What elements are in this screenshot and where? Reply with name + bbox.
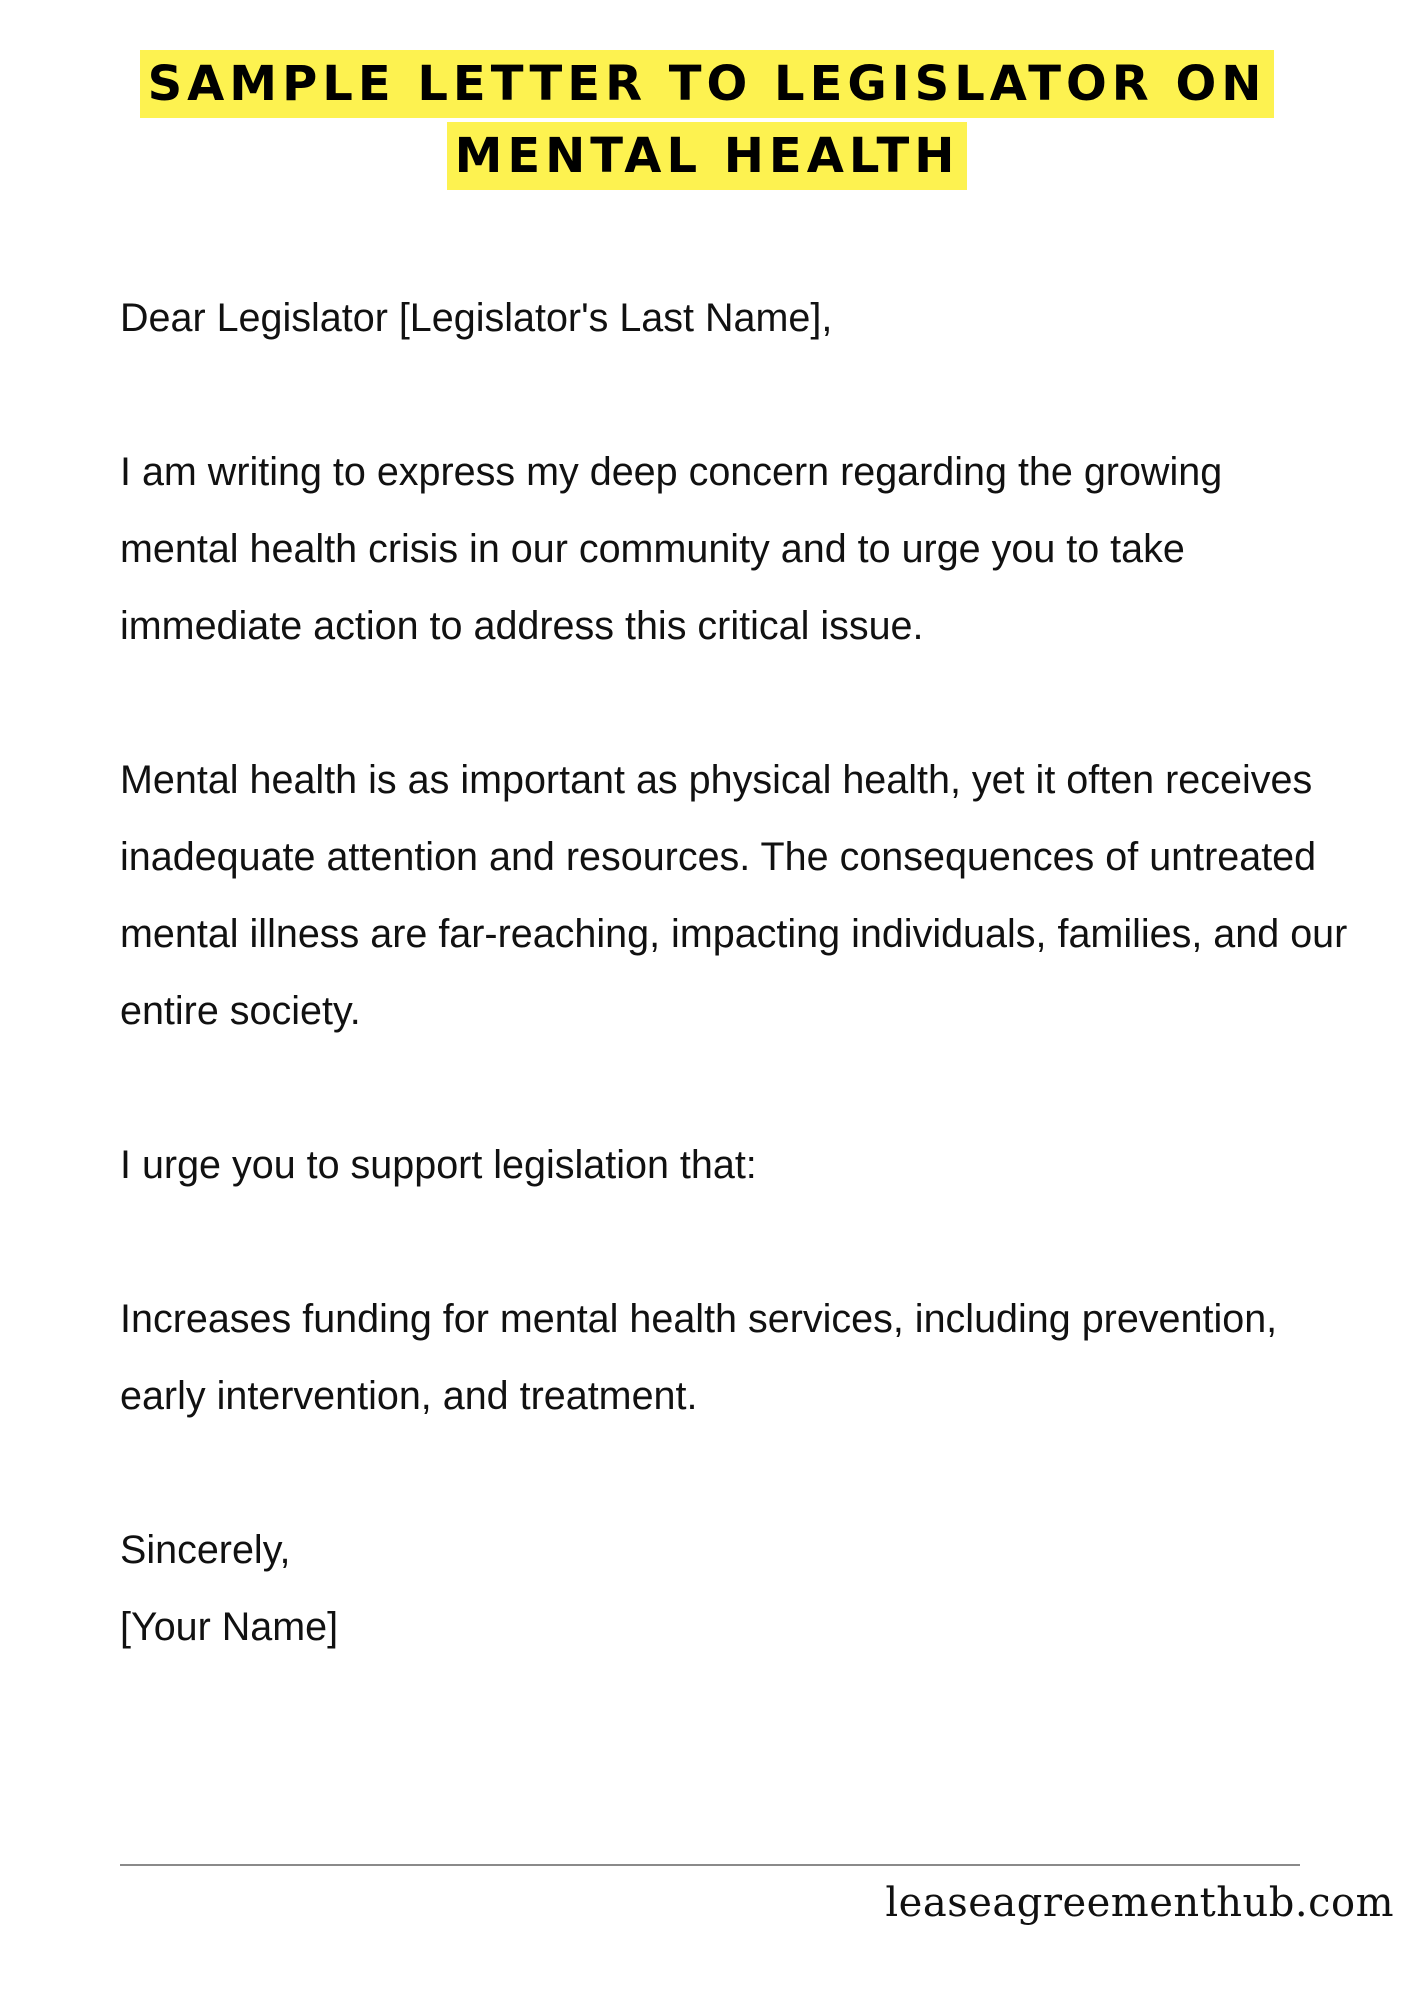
paragraph-concern: I am writing to express my deep concern regarding the growing mental health crisis in our community and to urge you to take immediate action to address this critical issue. <box>120 450 1223 648</box>
paragraph-funding: Increases funding for mental health services, including prevention, early intervention, and treatment. <box>120 1297 1278 1418</box>
closing: Sincerely, <box>120 1528 291 1572</box>
title-line-1: SAMPLE LETTER TO LEGISLATOR ON <box>140 50 1275 118</box>
title-line-2: MENTAL HEALTH <box>447 122 968 190</box>
signature: [Your Name] <box>120 1605 339 1649</box>
letter-body <box>120 280 1350 1666</box>
document-title <box>0 50 1414 190</box>
paragraph-importance: Mental health is as important as physical health, yet it often receives inadequate attention and resources. The consequences of untreated mental illness are far-reaching, impacting individuals, families, and our entire society. <box>120 758 1348 1033</box>
footer-divider <box>120 1864 1300 1866</box>
salutation: Dear Legislator [Legislator's Last Name], <box>120 296 833 340</box>
footer-site-name: leaseagreementhub.com <box>885 1880 1394 1926</box>
paragraph-urge: I urge you to support legislation that: <box>120 1143 757 1187</box>
